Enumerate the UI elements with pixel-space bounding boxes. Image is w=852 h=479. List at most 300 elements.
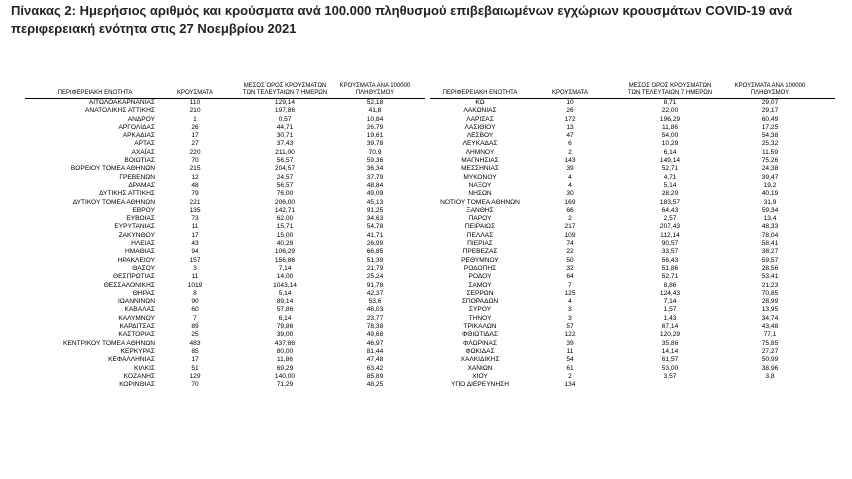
region-per100k: 81,44: [366, 347, 384, 355]
region-name: ΤΡΙΚΑΛΩΝ: [463, 323, 497, 331]
table-row: [430, 149, 835, 157]
region-name: ΜΕΣΣΗΝΙΑΣ: [461, 165, 499, 173]
region-name: ΙΩΑΝΝΙΝΩΝ: [118, 298, 155, 306]
region-cases: 4: [568, 181, 572, 189]
region-name: ΡΟΔΟΥ: [468, 273, 492, 281]
region-cases: 8: [193, 289, 197, 297]
region-average: 7,14: [663, 298, 677, 306]
region-per100k: 29,17: [761, 107, 779, 115]
region-cases: 217: [564, 223, 576, 231]
region-name: ΑΡΓΟΛΙΔΑΣ: [118, 123, 155, 131]
region-name: ΠΑΡΟΥ: [468, 215, 492, 223]
region-name: ΦΘΙΩΤΙΔΑΣ: [462, 331, 498, 339]
region-name: ΧΑΛΚΙΔΙΚΗΣ: [460, 356, 500, 364]
region-average: 52,71: [661, 165, 679, 173]
region-cases: 51: [191, 364, 199, 372]
region-average: 44,71: [276, 123, 294, 131]
region-name: ΒΟΙΩΤΙΑΣ: [124, 157, 155, 165]
region-average: 1043,14: [273, 281, 297, 289]
region-average: 22,00: [661, 107, 679, 115]
table-row: [430, 323, 835, 331]
region-cases: 109: [564, 231, 576, 239]
region-name: ΚΙΛΚΙΣ: [134, 364, 155, 372]
right-table-header: [430, 66, 835, 99]
region-per100k: 34,63: [366, 215, 384, 223]
region-per100k: 39,47: [761, 173, 779, 181]
region-name: ΝΗΣΩΝ: [468, 190, 492, 198]
table-row: [25, 315, 425, 323]
table-row: [25, 240, 425, 248]
region-cases: 26: [566, 107, 574, 115]
region-average: 5,14: [663, 181, 677, 189]
region-per100k: 38,27: [761, 248, 779, 256]
region-per100k: 31,9: [763, 198, 777, 206]
region-per100k: 11,59: [761, 148, 778, 156]
table-row: [430, 157, 835, 165]
table-row: [25, 215, 425, 223]
region-average: 57,86: [276, 306, 294, 314]
region-per100k: 91,78: [366, 281, 384, 289]
region-cases: 30: [566, 190, 574, 198]
region-cases: 169: [564, 198, 576, 206]
region-cases: 66: [566, 206, 574, 214]
table-row: [25, 348, 425, 356]
region-name: ΘΗΡΑΣ: [132, 289, 155, 297]
region-name: ΕΥΒΟΙΑΣ: [126, 215, 155, 223]
region-average: 112,14: [660, 231, 680, 239]
region-per100k: 59,34: [761, 206, 779, 214]
region-per100k: 48,84: [366, 181, 384, 189]
region-name: ΜΥΚΟΝΟΥ: [463, 173, 497, 181]
region-name: ΣΑΜΟΥ: [468, 281, 492, 289]
region-name: ΔΥΤΙΚΟΥ ΤΟΜΕΑ ΑΘΗΝΩΝ: [72, 198, 155, 206]
region-average: 140,00: [274, 372, 296, 380]
region-name: ΘΕΣΣΑΛΟΝΙΚΗΣ: [103, 281, 155, 289]
header-cases: ΚΡΟΥΣΜΑΤΑ: [177, 90, 213, 96]
region-per100k: 27,27: [761, 347, 779, 355]
region-per100k: 45,13: [366, 198, 384, 206]
region-cases: 483: [189, 339, 201, 347]
left-table: [25, 66, 425, 389]
table-row: [25, 298, 425, 306]
region-per100k: 10,84: [366, 115, 384, 123]
table-row: [25, 132, 425, 140]
region-per100k: 49,68: [366, 331, 384, 339]
region-per100k: 51,39: [366, 256, 384, 264]
region-average: 67,14: [661, 323, 679, 331]
region-name: ΔΡΑΜΑΣ: [128, 181, 155, 189]
table-row: [430, 107, 835, 115]
region-cases: 57: [566, 323, 574, 331]
region-cases: 129: [189, 372, 201, 380]
table-row: [25, 199, 425, 207]
region-average: 106,29: [274, 248, 296, 256]
region-per100k: 13,95: [761, 306, 779, 314]
region-average: 1,57: [663, 306, 677, 314]
region-cases: 50: [566, 256, 574, 264]
region-cases: 11: [191, 273, 199, 281]
region-cases: 7: [193, 314, 197, 322]
region-cases: 12: [191, 173, 199, 181]
region-average: 62,00: [276, 215, 294, 223]
region-name: ΚΕΝΤΡΙΚΟΥ ΤΟΜΕΑ ΑΘΗΝΩΝ: [63, 339, 155, 347]
region-cases: 25: [191, 331, 199, 339]
region-cases: 221: [189, 198, 201, 206]
region-per100k: 38,96: [761, 364, 779, 372]
region-average: 156,86: [274, 256, 296, 264]
region-per100k: 52,18: [366, 99, 384, 106]
region-name: ΚΟΡΙΝΘΙΑΣ: [119, 381, 155, 389]
region-average: 52,71: [661, 273, 679, 281]
region-name: ΚΕΡΚΥΡΑΣ: [120, 347, 155, 355]
region-name: ΚΑΛΥΜΝΟΥ: [118, 314, 155, 322]
region-per100k: 78,04: [761, 231, 779, 239]
region-average: 56,43: [661, 256, 679, 264]
region-cases: 125: [564, 289, 576, 297]
region-cases: 172: [564, 115, 576, 123]
region-average: 6,14: [278, 314, 292, 322]
table-row: [25, 248, 425, 256]
region-name: ΣΠΟΡΑΔΩΝ: [461, 298, 499, 306]
region-cases: 143: [564, 157, 576, 165]
table-row: [25, 381, 425, 389]
table-row: [25, 365, 425, 373]
region-cases: 17: [191, 132, 199, 140]
region-per100k: 29,07: [761, 99, 779, 106]
table-row: [430, 265, 835, 273]
region-cases: 4: [568, 173, 572, 181]
header-per100k: ΚΡΟΥΣΜΑΤΑ ΑΝΑ 100000 ΠΛΗΘΥΣΜΟΥ: [734, 83, 806, 96]
region-average: 89,14: [276, 298, 294, 306]
page-title: Πίνακας 2: Ημερήσιος αριθμός και κρούσματα ανά 100.000 πληθυσμού επιβεβαιωμένων εγχώριων κρουσμάτων COVID-19 ανά περιφερειακή ενότητα στις 27 Νοεμβρίου 2021: [11, 3, 793, 36]
region-per100k: 25,24: [366, 273, 384, 281]
region-average: 39,00: [276, 331, 294, 339]
region-per100k: 77,1: [763, 331, 777, 339]
region-name: ΧΙΟΥ: [472, 372, 488, 380]
region-average: 8,86: [663, 281, 677, 289]
region-name: ΗΜΑΘΙΑΣ: [125, 248, 155, 256]
region-name: ΛΑΣΙΘΙΟΥ: [464, 123, 496, 131]
region-average: 206,00: [274, 198, 296, 206]
region-per100k: 25,32: [761, 140, 779, 148]
region-average: 56,57: [276, 157, 294, 165]
region-cases: 157: [189, 256, 201, 264]
region-name: ΕΥΡΥΤΑΝΙΑΣ: [114, 223, 155, 231]
table-row: [430, 315, 835, 323]
region-cases: 74: [566, 240, 574, 248]
region-average: 8,71: [663, 99, 677, 106]
region-cases: 48: [191, 181, 199, 189]
region-average: 61,57: [661, 356, 679, 364]
table-row: [25, 356, 425, 364]
region-average: 204,57: [274, 165, 296, 173]
table-row: [430, 373, 835, 381]
region-average: 14,00: [276, 273, 294, 281]
region-name: ΘΕΣΠΡΩΤΙΑΣ: [112, 273, 155, 281]
table-row: [430, 290, 835, 298]
region-average: 56,57: [276, 181, 294, 189]
region-per100k: 39,78: [366, 140, 384, 148]
table-row: [25, 340, 425, 348]
region-per100k: 48,25: [366, 381, 384, 389]
table-row: [430, 331, 835, 339]
region-name: ΓΡΕΒΕΝΩΝ: [119, 173, 155, 181]
table-row: [25, 140, 425, 148]
region-cases: 3: [193, 264, 197, 272]
region-average: 197,86: [274, 107, 296, 115]
region-average: 28,29: [661, 190, 679, 198]
region-average: 51,86: [661, 264, 679, 272]
region-name: ΑΝΔΡΟΥ: [127, 115, 155, 123]
region-name: ΜΑΓΝΗΣΙΑΣ: [461, 157, 499, 165]
table-row: [430, 99, 835, 107]
region-average: 15,71: [276, 223, 294, 231]
region-per100k: 24,38: [761, 165, 779, 173]
region-per100k: 26,79: [366, 123, 384, 131]
table-row: [430, 257, 835, 265]
region-average: 2,57: [663, 215, 677, 223]
region-per100k: 78,38: [366, 323, 384, 331]
table-row: [430, 282, 835, 290]
table-row: [430, 132, 835, 140]
region-per100k: 43,48: [761, 323, 779, 331]
region-name: ΛΑΚΩΝΙΑΣ: [463, 107, 497, 115]
table-row: [430, 174, 835, 182]
table-row: [430, 240, 835, 248]
region-cases: 17: [191, 356, 199, 364]
region-average: 4,71: [663, 173, 677, 181]
region-name: ΞΑΝΘΗΣ: [466, 206, 494, 214]
region-cases: 22: [566, 248, 574, 256]
region-per100k: 53,41: [761, 273, 779, 281]
table-row: [25, 182, 425, 190]
table-row: [25, 290, 425, 298]
region-name: ΚΕΦΑΛΛΗΝΙΑΣ: [108, 356, 155, 364]
table-row: [25, 124, 425, 132]
table-row: [25, 174, 425, 182]
region-average: 10,29: [661, 140, 679, 148]
region-name: ΖΑΚΥΝΘΟΥ: [118, 231, 155, 239]
region-average: 35,86: [661, 339, 679, 347]
region-average: 7,14: [278, 264, 292, 272]
region-average: 3,57: [663, 372, 677, 380]
table-row: [430, 381, 835, 389]
region-cases: 70: [191, 157, 199, 165]
region-average: 71,29: [276, 381, 294, 389]
region-cases: 2: [568, 148, 572, 156]
region-cases: 1019: [187, 281, 203, 289]
region-cases: 39: [566, 165, 574, 173]
region-per100k: 26,99: [366, 240, 384, 248]
region-per100k: 17,25: [761, 123, 779, 131]
region-cases: 54: [566, 356, 574, 364]
table-row: [430, 223, 835, 231]
region-name: ΤΗΝΟΥ: [468, 314, 492, 322]
table-row: [430, 199, 835, 207]
table-row: [430, 365, 835, 373]
region-name: ΛΕΣΒΟΥ: [466, 132, 494, 140]
region-average: 129,14: [274, 99, 296, 106]
header-unit: ΠΕΡΙΦΕΡΕΙΑΚΗ ΕΝΟΤΗΤΑ: [442, 90, 518, 96]
region-average: 5,14: [278, 289, 292, 297]
table-row: [430, 273, 835, 281]
region-cases: 10: [566, 99, 574, 106]
region-name: ΑΝΑΤΟΛΙΚΗΣ ΑΤΤΙΚΗΣ: [85, 107, 155, 115]
region-cases: 2: [568, 215, 572, 223]
region-cases: 60: [191, 306, 199, 314]
region-name: ΛΑΡΙΣΑΣ: [466, 115, 494, 123]
region-name: ΝΟΤΙΟΥ ΤΟΜΕΑ ΑΘΗΝΩΝ: [440, 198, 520, 206]
region-average: 120,29: [659, 331, 681, 339]
region-per100k: 19,61: [366, 132, 384, 140]
table-row: [430, 140, 835, 148]
region-cases: 89: [191, 323, 199, 331]
table-row: [25, 207, 425, 215]
region-per100k: 85,89: [366, 372, 384, 380]
table-row: [430, 190, 835, 198]
region-cases: 220: [189, 148, 201, 156]
table-row: [430, 116, 835, 124]
table-row: [25, 306, 425, 314]
region-cases: 27: [191, 140, 199, 148]
region-cases: 13: [566, 123, 574, 131]
region-name: ΛΕΥΚΑΔΑΣ: [462, 140, 498, 148]
region-per100k: 40,19: [761, 190, 779, 198]
region-cases: 39: [566, 339, 574, 347]
table-row: [25, 323, 425, 331]
table-row: [430, 232, 835, 240]
table-row: [25, 165, 425, 173]
region-name: ΦΛΩΡΙΝΑΣ: [462, 339, 498, 347]
region-per100k: 21,79: [366, 264, 384, 272]
region-cases: 85: [191, 347, 199, 355]
region-average: 11,86: [661, 123, 678, 131]
region-average: 37,43: [276, 140, 294, 148]
region-name: ΑΧΑΪΑΣ: [131, 148, 155, 156]
region-per100k: 49,09: [366, 190, 384, 198]
table-row: [25, 149, 425, 157]
region-per100k: 47,48: [366, 356, 384, 364]
table-row: [25, 99, 425, 107]
region-cases: 94: [191, 248, 199, 256]
header-per100k: ΚΡΟΥΣΜΑΤΑ ΑΝΑ 100000 ΠΛΗΘΥΣΜΟΥ: [339, 83, 411, 96]
header-unit: ΠΕΡΙΦΕΡΕΙΑΚΗ ΕΝΟΤΗΤΑ: [57, 90, 133, 96]
region-average: 80,00: [276, 347, 294, 355]
region-average: 183,57: [659, 198, 681, 206]
region-cases: 110: [189, 99, 201, 106]
region-per100k: 75,85: [761, 339, 779, 347]
region-average: 11,86: [276, 356, 293, 364]
header-average: ΜΕΣΟΣ ΟΡΟΣ ΚΡΟΥΣΜΑΤΩΝ ΤΩΝ ΤΕΛΕΥΤΑΙΩΝ 7 ΗΜΕΡΩΝ: [242, 83, 328, 96]
region-per100k: 37,79: [366, 173, 384, 181]
region-per100k: 28,56: [761, 264, 779, 272]
region-name: ΠΕΙΡΑΙΩΣ: [464, 223, 496, 231]
region-average: 211,00: [275, 148, 295, 156]
region-name: ΚΑΡΔΙΤΣΑΣ: [119, 323, 155, 331]
region-average: 53,00: [661, 364, 679, 372]
region-cases: 3: [568, 306, 572, 314]
region-per100k: 53,6: [368, 298, 382, 306]
table-row: [25, 273, 425, 281]
region-average: 90,57: [661, 240, 679, 248]
region-cases: 73: [191, 215, 199, 223]
region-cases: 135: [189, 206, 201, 214]
region-average: 15,00: [276, 231, 294, 239]
region-per100k: 41,8: [368, 107, 382, 115]
region-per100k: 50,99: [761, 356, 779, 364]
region-average: 149,14: [659, 157, 681, 165]
left-table-body: [25, 99, 425, 389]
region-per100k: 48,03: [366, 306, 384, 314]
left-table-header: [25, 66, 425, 99]
region-per100k: 59,36: [366, 157, 384, 165]
region-cases: 7: [568, 281, 572, 289]
region-name: ΝΑΞΟΥ: [468, 181, 492, 189]
region-average: 54,00: [661, 132, 679, 140]
region-per100k: 54,38: [761, 132, 779, 140]
region-name: ΑΡΚΑΔΙΑΣ: [122, 132, 155, 140]
table-row: [430, 298, 835, 306]
table-row: [430, 124, 835, 132]
region-average: 24,57: [276, 173, 294, 181]
region-per100k: 63,42: [366, 364, 384, 372]
region-cases: 2: [568, 372, 572, 380]
region-name: ΑΙΤΩΛΟΑΚΑΡΝΑΝΙΑΣ: [88, 99, 155, 106]
region-average: 437,86: [274, 339, 296, 347]
region-name: ΠΕΛΛΑΣ: [466, 231, 494, 239]
region-cases: 79: [191, 190, 199, 198]
table-row: [25, 107, 425, 115]
region-cases: 61: [566, 364, 574, 372]
region-per100k: 48,33: [761, 223, 779, 231]
right-table-body: [430, 99, 835, 389]
region-average: 124,43: [659, 289, 681, 297]
region-average: 40,29: [276, 240, 294, 248]
region-cases: 64: [566, 273, 574, 281]
region-per100k: 66,85: [366, 248, 384, 256]
region-average: 142,71: [274, 206, 296, 214]
region-average: 64,43: [661, 206, 679, 214]
table-row: [430, 182, 835, 190]
region-average: 76,00: [276, 190, 294, 198]
right-table: [430, 66, 835, 389]
region-name: ΛΗΜΝΟΥ: [465, 148, 495, 156]
table-row: [25, 257, 425, 265]
region-per100k: 36,34: [366, 165, 384, 173]
table-row: [25, 223, 425, 231]
region-name: ΒΟΡΕΙΟΥ ΤΟΜΕΑ ΑΘΗΝΩΝ: [70, 165, 155, 173]
region-per100k: 41,71: [366, 231, 384, 239]
region-name: ΑΡΤΑΣ: [134, 140, 155, 148]
table-row: [25, 265, 425, 273]
region-cases: 134: [564, 381, 576, 389]
region-per100k: 46,97: [366, 339, 384, 347]
region-per100k: 70,85: [761, 289, 779, 297]
region-name: ΚΩ: [475, 99, 485, 106]
region-per100k: 58,41: [761, 240, 779, 248]
region-per100k: 42,37: [366, 289, 384, 297]
region-average: 30,71: [276, 132, 294, 140]
region-name: ΠΙΕΡΙΑΣ: [467, 240, 493, 248]
region-cases: 32: [566, 264, 574, 272]
region-name: ΕΒΡΟΥ: [132, 206, 155, 214]
region-name: ΠΡΕΒΕΖΑΣ: [462, 248, 498, 256]
region-name: ΗΛΕΙΑΣ: [131, 240, 155, 248]
region-name: ΧΑΝΙΩΝ: [467, 364, 493, 372]
region-name: ΡΟΔΟΠΗΣ: [463, 264, 497, 272]
region-average: 14,14: [661, 347, 679, 355]
region-per100k: 60,49: [761, 115, 779, 123]
